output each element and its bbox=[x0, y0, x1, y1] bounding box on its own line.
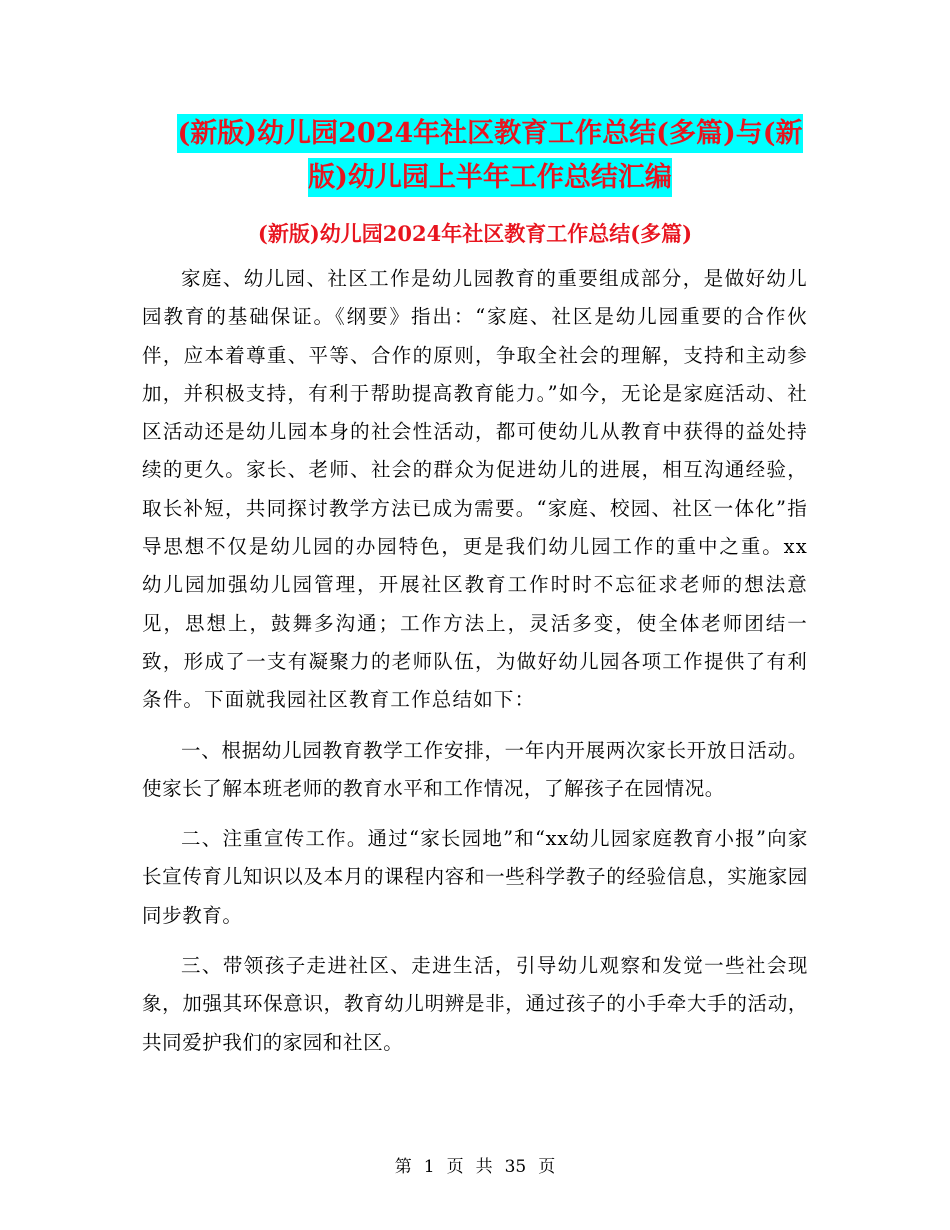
total-pages-number: 35 bbox=[504, 1157, 527, 1177]
page-label-suffix: 页 bbox=[538, 1157, 556, 1177]
section-title: (新版)幼儿园2024年社区教育工作总结(多篇) bbox=[257, 221, 693, 246]
paragraph-item-3: 三、带领孩子走进社区、走进生活，引导幼儿观察和发觉一些社会现象，加强其环保意识，教育幼儿明辨是非，通过孩子的小手牵大手的活动，共同爱护我们的家园和社区。 bbox=[142, 954, 808, 1054]
page-label-mid: 页 bbox=[446, 1157, 464, 1177]
paragraph-item-2: 二、注重宣传工作。通过“家长园地”和“xx幼儿园家庭教育小报”向家长宣传育儿知识以及本月的课程内容和一些科学教子的经验信息，实施家园同步教育。 bbox=[142, 827, 808, 927]
page-footer bbox=[0, 1152, 950, 1177]
document-body bbox=[142, 260, 808, 1074]
total-label: 共 bbox=[475, 1157, 493, 1177]
paragraph-intro: 家庭、幼儿园、社区工作是幼儿园教育的重要组成部分，是做好幼儿园教育的基础保证。《纲要》指出：“家庭、社区是幼儿园重要的合作伙伴，应本着尊重、平等、合作的原则，争取全社会的理解，支持和主动参加，并积极支持，有利于帮助提高教育能力。”如今，无论是家庭活动、社区活动还是幼儿园本身的社会性活动，都可使幼儿从教育中获得的益处持续的更久。家长、老师、社会的群众为促进幼儿的进展，相互沟通经验，取长补短，共同探讨教学方法已成为需要。“家庭、校园、社区一体化”指导思想不仅是幼儿园的办园特色，更是我们幼儿园工作的重中之重。xx幼儿园加强幼儿园管理，开展社区教育工作时时不忘征求老师的想法意见，思想上，鼓舞多沟通；工作方法上，灵活多变，使全体老师团结一致，形成了一支有凝聚力的老师队伍，为做好幼儿园各项工作提供了有利条件。下面就我园社区教育工作总结如下： bbox=[142, 267, 808, 712]
document-title-text: (新版)幼儿园2024年社区教育工作总结(多篇)与(新版)幼儿园上半年工作总结汇编 bbox=[177, 114, 802, 197]
page-label-prefix: 第 bbox=[394, 1157, 412, 1177]
current-page-number: 1 bbox=[423, 1157, 435, 1177]
document-title bbox=[160, 112, 820, 200]
paragraph-item-1: 一、根据幼儿园教育教学工作安排，一年内开展两次家长开放日活动。使家长了解本班老师的教育水平和工作情况，了解孩子在园情况。 bbox=[142, 738, 808, 800]
